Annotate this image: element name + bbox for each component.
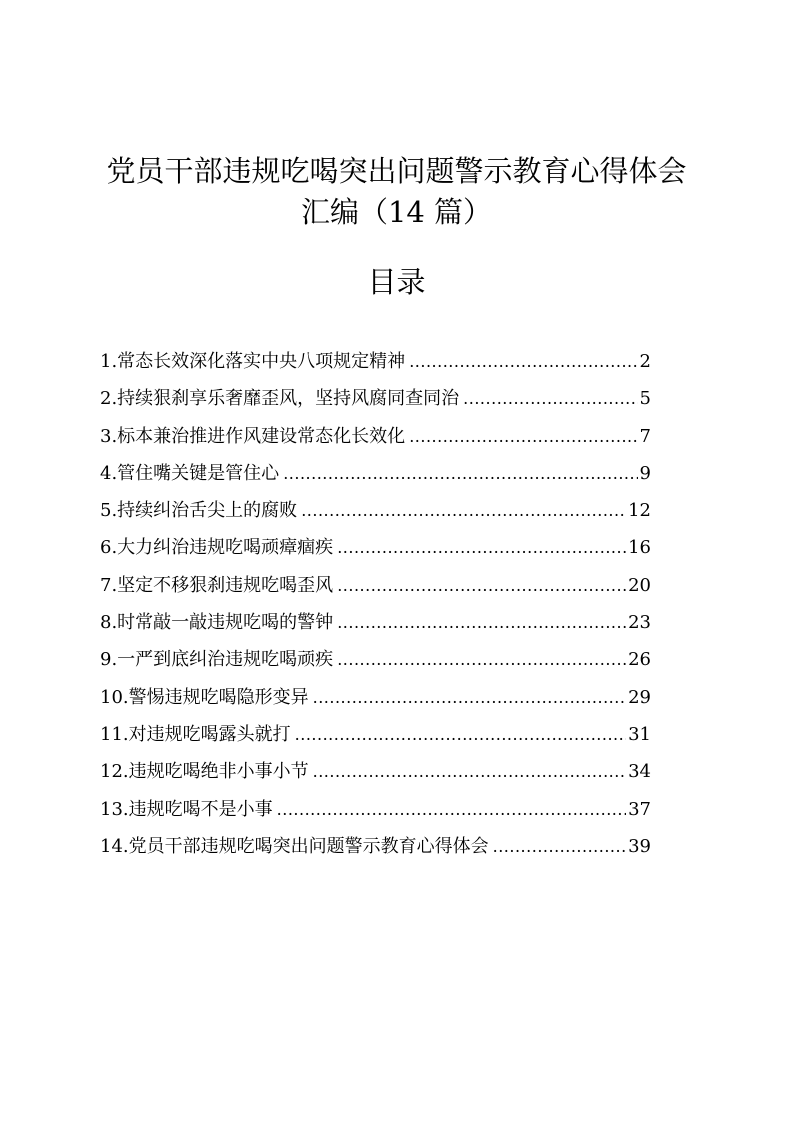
toc-entry-label: 10.警惕违规吃喝隐形变异 xyxy=(100,686,309,708)
toc-entry[interactable] xyxy=(100,343,651,380)
toc-entry-label: 13.违规吃喝不是小事 xyxy=(100,798,273,820)
toc-page-number: 5 xyxy=(639,388,651,410)
toc-entry[interactable] xyxy=(100,529,651,566)
toc-page-number: 37 xyxy=(628,798,651,820)
toc-page-number: 12 xyxy=(628,500,651,522)
toc-dot-leader xyxy=(313,679,626,716)
table-of-contents xyxy=(100,343,651,865)
toc-entry-label: 1.常态长效深化落实中央八项规定精神 xyxy=(100,351,406,372)
toc-page-number: 16 xyxy=(628,537,651,559)
toc-entry[interactable] xyxy=(100,828,651,865)
toc-entry-label: 3.标本兼治推进作风建设常态化长效化 xyxy=(100,425,406,447)
toc-entry-label: 4.管住嘴关键是管住心 xyxy=(100,462,280,484)
toc-dot-leader xyxy=(301,492,626,529)
toc-entry[interactable] xyxy=(100,679,651,716)
toc-dot-leader xyxy=(493,828,626,865)
toc-entry-label: 5.持续纠治舌尖上的腐败 xyxy=(100,500,298,522)
document-title: 党员干部违规吃喝突出问题警示教育心得体会 xyxy=(106,154,687,188)
toc-entry-label: 9.一严到底纠治违规吃喝顽疾 xyxy=(100,649,334,671)
toc-dot-leader xyxy=(337,529,626,566)
toc-page-number: 23 xyxy=(628,612,651,634)
toc-dot-leader xyxy=(337,604,626,641)
toc-page-number: 7 xyxy=(639,425,651,447)
toc-page-number: 29 xyxy=(628,686,651,708)
toc-dot-leader xyxy=(409,418,637,455)
toc-entry-label: 7.坚定不移狠刹违规吃喝歪风 xyxy=(100,574,334,596)
toc-dot-leader xyxy=(409,343,637,380)
toc-page-number: 26 xyxy=(628,649,651,671)
toc-page-number: 34 xyxy=(628,761,651,783)
toc-dot-leader xyxy=(463,380,637,417)
toc-entry-label: 2.持续狠刹享乐奢靡歪风，坚持风腐同查同治 xyxy=(100,388,460,410)
toc-page-number: 39 xyxy=(628,835,651,857)
toc-entry[interactable] xyxy=(100,604,651,641)
toc-page-number: 20 xyxy=(628,574,651,596)
document-title-line2: 汇编（14 篇） xyxy=(300,195,493,229)
toc-entry-label: 8.时常敲一敲违规吃喝的警钟 xyxy=(100,612,334,634)
toc-page-number: 31 xyxy=(628,723,651,745)
toc-dot-leader xyxy=(295,716,626,753)
toc-entry[interactable] xyxy=(100,716,651,753)
toc-entry[interactable] xyxy=(100,641,651,678)
toc-dot-leader xyxy=(313,753,626,790)
toc-entry[interactable] xyxy=(100,567,651,604)
toc-dot-leader xyxy=(277,791,626,828)
toc-dot-leader xyxy=(283,455,637,492)
toc-entry-label: 14.党员干部违规吃喝突出问题警示教育心得体会 xyxy=(100,835,489,857)
toc-entry[interactable] xyxy=(100,791,651,828)
toc-entry[interactable] xyxy=(100,753,651,790)
toc-entry-label: 12.违规吃喝绝非小事小节 xyxy=(100,761,309,783)
toc-entry[interactable] xyxy=(100,380,651,417)
toc-dot-leader xyxy=(337,567,626,604)
toc-entry[interactable] xyxy=(100,418,651,455)
toc-heading: 目录 xyxy=(367,265,426,299)
toc-page-number: 2 xyxy=(639,351,651,372)
toc-entry-label: 6.大力纠治违规吃喝顽瘴痼疾 xyxy=(100,537,334,559)
toc-page-number: 9 xyxy=(639,462,651,484)
toc-entry[interactable] xyxy=(100,455,651,492)
toc-entry-label: 11.对违规吃喝露头就打 xyxy=(100,723,291,745)
toc-dot-leader xyxy=(337,641,626,678)
toc-entry[interactable] xyxy=(100,492,651,529)
